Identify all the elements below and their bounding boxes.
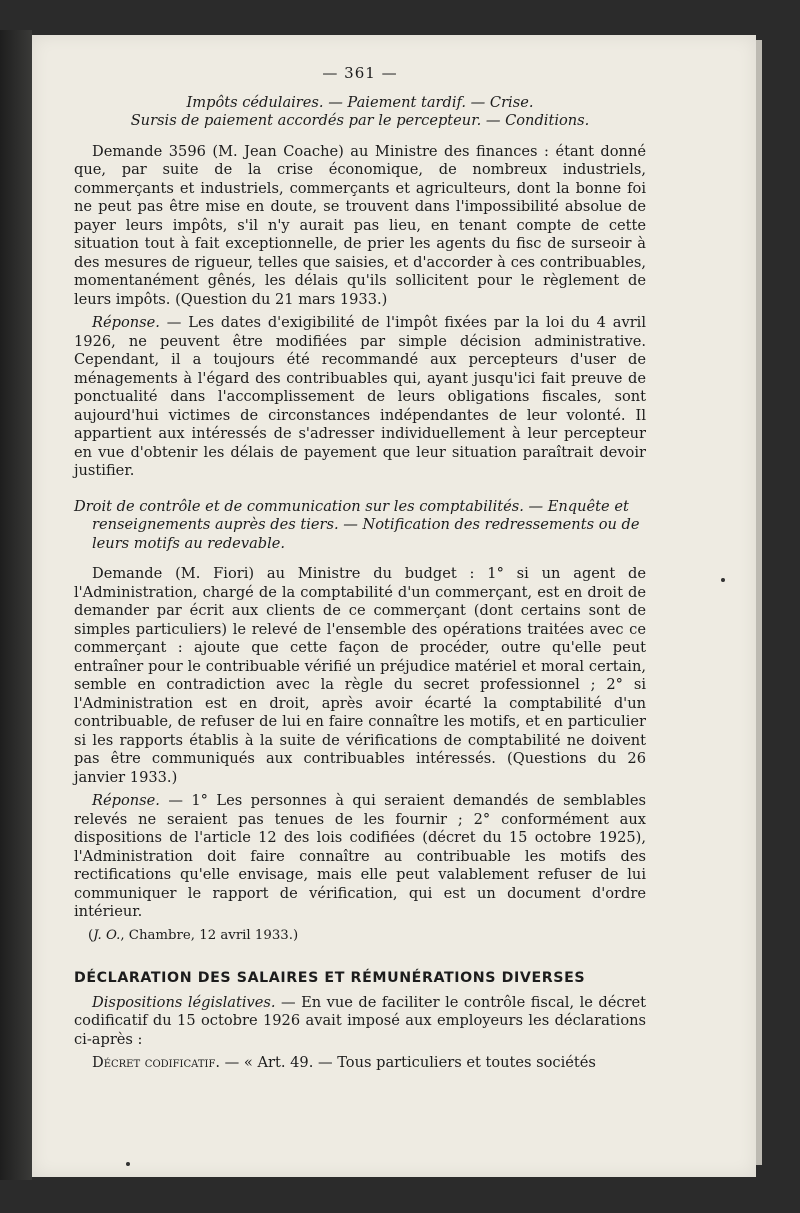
dispositions-text: — En vue de faciliter le contrôle fiscal, le décret codificatif du 15 octobre 1926 avait imposé aux employeurs les déclarations ci-après : bbox=[74, 993, 647, 1048]
section3-title: DÉCLARATION DES SALAIRES ET RÉMUNÉRATIONS DIVERSES bbox=[74, 970, 586, 986]
section2-source bbox=[88, 927, 646, 946]
section1-answer bbox=[74, 314, 646, 481]
decret-text: — « Art. 49. — Tous particuliers et toutes sociétés bbox=[224, 1054, 596, 1071]
section2-heading bbox=[74, 498, 646, 554]
page-edge bbox=[756, 40, 762, 1165]
page-text bbox=[74, 64, 646, 1078]
speck-mark bbox=[126, 1162, 130, 1166]
dispositions-label: Dispositions législatives. bbox=[92, 993, 276, 1011]
speck-mark bbox=[721, 578, 725, 582]
section2-answer-label: Réponse. bbox=[92, 792, 160, 809]
page-number: — 361 — bbox=[322, 64, 398, 82]
section2-heading-line2: renseignements auprès des tiers. — Notification des redressements ou de bbox=[92, 516, 640, 533]
section2-answer-text: — 1° Les personnes à qui seraient demandés de semblables relevés ne seraient pas tenues de les fournir ; 2° conformément aux dispositions de l'article 12 des lois codifiées (décret du 15 octobre 1925), l'Administration doit faire connaître au contribuable les motifs des rectifications qu'elle envisage, mais elle peut valablement refuser de lui communiquer le rapport de vérification, qui est un document d'ordre intérieur. bbox=[74, 792, 646, 920]
section3-decret bbox=[74, 1054, 646, 1073]
section1-heading-line1: Impôts cédulaires. — Paiement tardif. — Crise. bbox=[186, 93, 534, 111]
section1-answer-text: — Les dates d'exigibilité de l'impôt fixées par la loi du 4 avril 1926, ne peuvent être modifiées par simple décision administrative. Cependant, il a toujours été recommandé aux percepteurs d'user de ménagements à l'égard des contribuables qui, ayant jusqu'ici fait preuve de ponctualité dans l'accomplissement de leurs obligations fiscales, sont aujourd'hui victimes de circonstances indépendantes de leur volonté. Il appartient aux intéressés de s'adresser individuellement à leur percepteur en vue d'obtenir les délais de payement que leur situation paraîtrait devoir justifier. bbox=[74, 314, 647, 479]
decret-label: Décret codificatif. bbox=[92, 1054, 221, 1071]
section2-answer bbox=[74, 792, 646, 922]
source-journal: J. O. bbox=[93, 927, 121, 943]
section2-heading-line3: leurs motifs au redevable. bbox=[92, 534, 286, 552]
source-open: ( bbox=[88, 927, 94, 943]
section2-heading-line1: Droit de contrôle et de communication sur les comptabilités. — Enquête et bbox=[74, 497, 629, 515]
section2-question: Demande (M. Fiori) au Ministre du budget : 1° si un agent de l'Administration, chargé de la comptabilité d'un commerçant, est en droit de demander par écrit aux clients de ce commerçant (dont certains sont de simples particuliers) le relevé de l'ensemble des opérations traitées avec ce commerçant : ajoute que cette façon de procéder, outre qu'elle peut entraîner pour le contribuable vérifié un préjudice matériel et moral certain, semble en contradiction avec la règle du secret professionnel ; 2° si l'Administration est en droit, après avoir écarté la comptabilité d'un contribuable, de refuser de lui en faire connaître les motifs, et en particulier si les rapports établis à la suite de vérifications de comptabilité ne doivent pas être communiqués aux contribuables intéressés. (Questions du 26 janvier 1933.) bbox=[74, 565, 646, 786]
source-rest: , Chambre, 12 avril 1933.) bbox=[120, 927, 299, 943]
section1-answer-label: Réponse. bbox=[92, 314, 160, 331]
section1-heading-line2: Sursis de paiement accordés par le percepteur. — Conditions. bbox=[130, 112, 590, 129]
section3-dispositions bbox=[74, 994, 646, 1050]
section1-question: Demande 3596 (M. Jean Coache) au Ministre des finances : étant donné que, par suite de la crise économique, de nombreux industriels, commerçants et industriels, commerçants et agriculteurs, dont la bonne foi ne peut pas être mise en doute, se trouvent dans l'impossibilité absolue de payer leurs impôts, s'il n'y aurait pas lieu, en tenant compte de cette situation tout à fait exceptionnelle, de prier les agents du fisc de surseoir à des mesures de rigueur, telles que saisies, et d'accorder à ces contribuables, momentanément gênés, les délais qu'ils sollicitent pour le règlement de leurs impôts. (Question du 21 mars 1933.) bbox=[74, 142, 646, 308]
book-spine bbox=[0, 30, 32, 1180]
